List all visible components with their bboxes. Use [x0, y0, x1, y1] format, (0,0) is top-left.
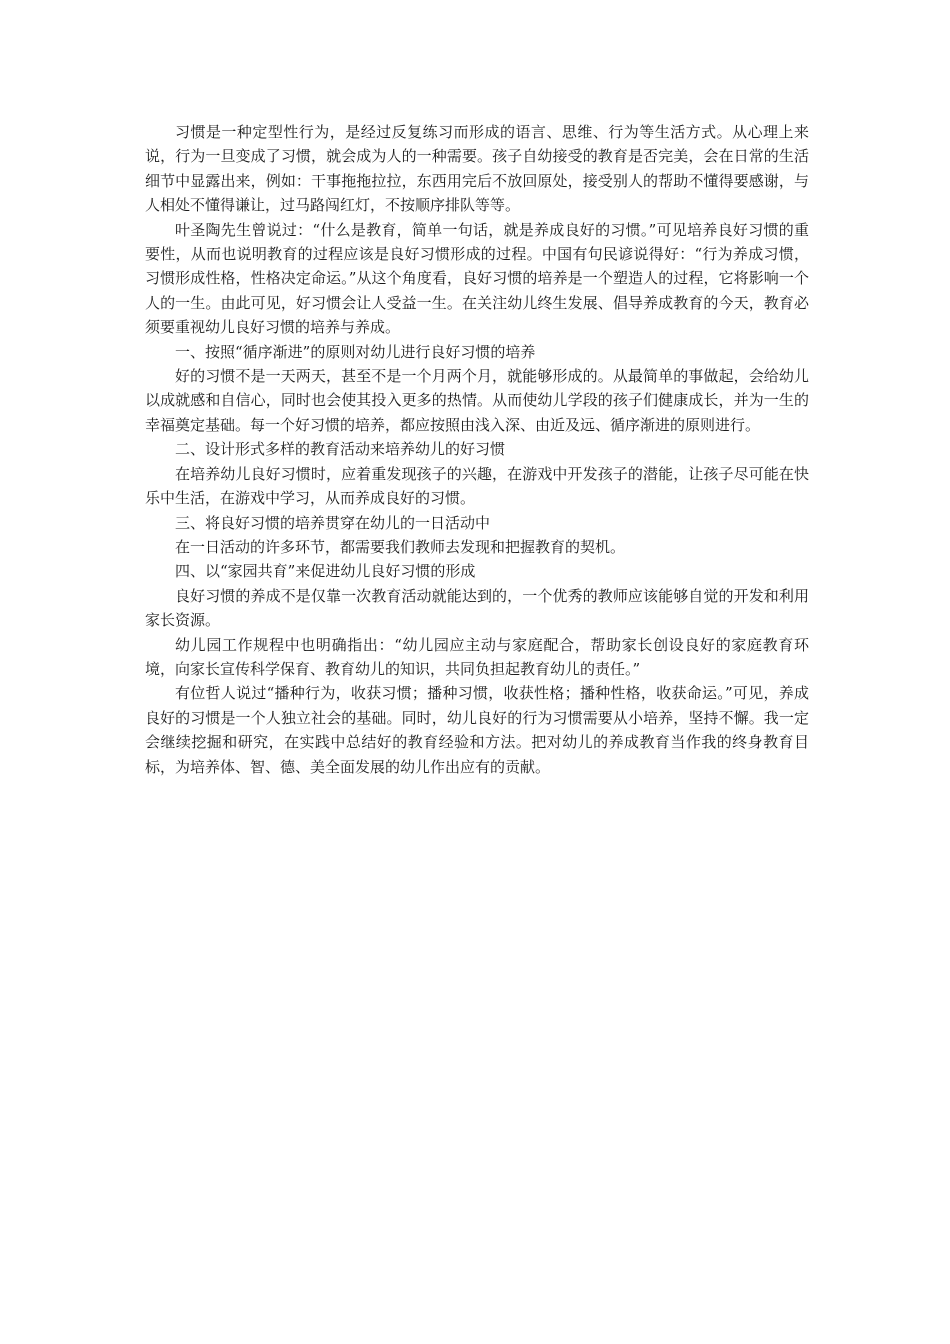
paragraph-intro: 习惯是一种定型性行为，是经过反复练习而形成的语言、思维、行为等生活方式。从心理上来说，行为一旦变成了习惯，就会成为人的一种需要。孩子自幼接受的教育是否完美，会在日常的生活细节中显露出来，例如：干事拖拖拉拉，东西用完后不放回原处，接受别人的帮助不懂得要感谢，与人相处不懂得谦让，过马路闯红灯，不按顺序排队等等。: [145, 123, 809, 215]
paragraph-conclusion: 有位哲人说过“播种行为，收获习惯；播种习惯，收获性格；播种性格，收获命运。”可见，养成良好的习惯是一个人独立社会的基础。同时，幼儿良好的行为习惯需要从小培养，坚持不懈。我一定会继续挖掘和研究，在实践中总结好的教育经验和方法。把对幼儿的养成教育当作我的终身教育目标，为培养体、智、德、美全面发展的幼儿作出应有的贡献。: [145, 684, 809, 776]
paragraph-section-1: 好的习惯不是一天两天，甚至不是一个月两个月，就能够形成的。从最简单的事做起，会给幼儿以成就感和自信心，同时也会使其投入更多的热情。从而使幼儿学段的孩子们健康成长，并为一生的幸福奠定基础。每一个好习惯的培养，都应按照由浅入深、由近及远、循序渐进的原则进行。: [145, 367, 809, 434]
document-body: [145, 120, 809, 779]
paragraph-section-3: 在一日活动的许多环节，都需要我们教师去发现和把握教育的契机。: [175, 537, 626, 556]
paragraph-quote-ye-shengtao: 叶圣陶先生曾说过：“什么是教育，简单一句话，就是养成良好的习惯。”可见培养良好习惯的重要性，从而也说明教育的过程应该是良好习惯形成的过程。中国有句民谚说得好：“行为养成习惯，习惯形成性格，性格决定命运。”从这个角度看，良好习惯的培养是一个塑造人的过程，它将影响一个人的一生。由此可见，好习惯会让人受益一生。在关注幼儿终生发展、倡导养成教育的今天，教育必须要重视幼儿良好习惯的培养与养成。: [145, 220, 809, 337]
paragraph-regulations: 幼儿园工作规程中也明确指出：“幼儿园应主动与家庭配合，帮助家长创设良好的家庭教育环境，向家长宣传科学保育、教育幼儿的知识，共同负担起教育幼儿的责任。”: [145, 635, 809, 678]
section-heading-3: 三、将良好习惯的培养贯穿在幼儿的一日活动中: [175, 513, 491, 532]
section-heading-4: 四、以“家园共育”来促进幼儿良好习惯的形成: [175, 562, 476, 581]
paragraph-section-2: 在培养幼儿良好习惯时，应着重发现孩子的兴趣，在游戏中开发孩子的潜能，让孩子尽可能在快乐中生活，在游戏中学习，从而养成良好的习惯。: [145, 464, 809, 508]
paragraph-section-4: 良好习惯的养成不是仅靠一次教育活动就能达到的，一个优秀的教师应该能够自觉的开发和利用家长资源。: [145, 586, 809, 630]
section-heading-2: 二、设计形式多样的教育活动来培养幼儿的好习惯: [175, 440, 506, 459]
section-heading-1: 一、按照“循序渐进”的原则对幼儿进行良好习惯的培养: [175, 342, 536, 361]
